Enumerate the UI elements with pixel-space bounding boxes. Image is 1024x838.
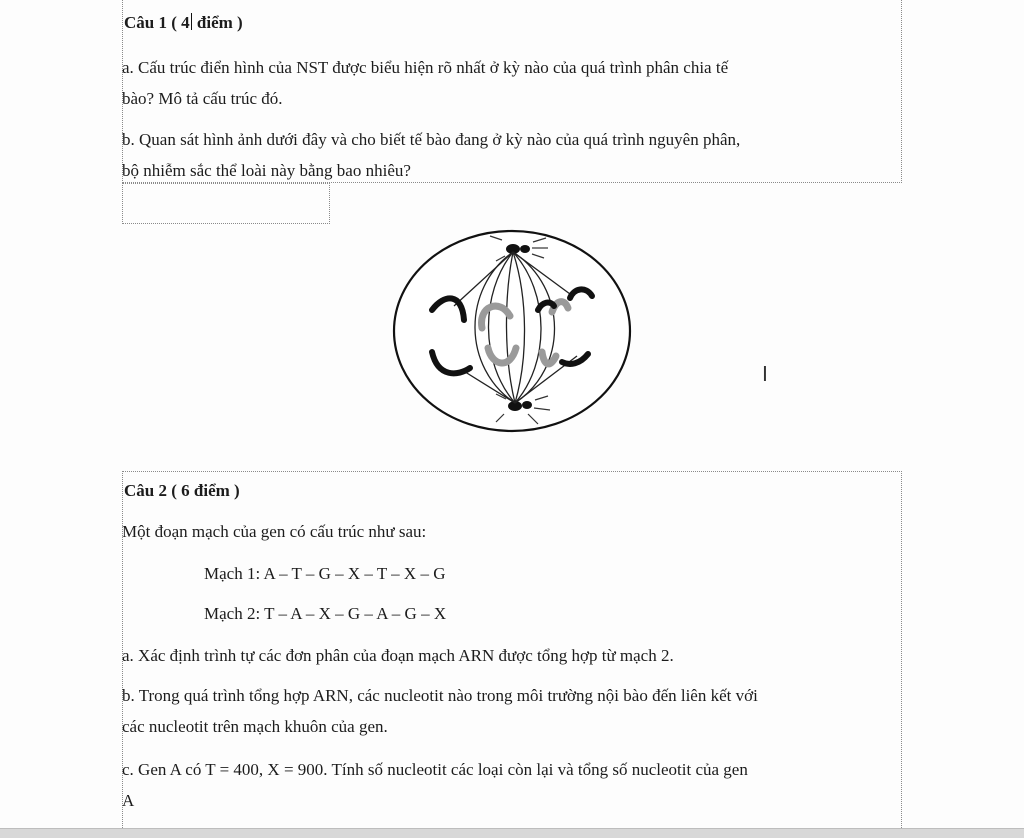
question-1-heading: Câu 1 ( 4 điểm ) <box>124 13 243 32</box>
question-1a-line-2: bào? Mô tả cấu trúc đó. <box>122 89 283 108</box>
empty-textbox[interactable] <box>122 183 330 224</box>
question-2c-line-2: A <box>122 791 135 810</box>
question-2b-line-1: b. Trong quá trình tổng hợp ARN, các nucleotit nào trong môi trường nội bào đến liên kết với <box>122 686 758 705</box>
strand-1: Mạch 1: A – T – G – X – T – X – G <box>204 564 446 583</box>
question-2-heading: Câu 2 ( 6 điểm ) <box>124 481 240 500</box>
text-cursor-icon: I <box>762 362 768 386</box>
question-2-intro: Một đoạn mạch của gen có cấu trúc như sau: <box>122 522 427 541</box>
cell-diagram[interactable] <box>392 228 634 439</box>
question-1b-line-2: bộ nhiễm sắc thể loài này bằng bao nhiêu? <box>122 161 411 180</box>
question-1a-line-1: a. Cấu trúc điển hình của NST được biểu hiện rõ nhất ở kỳ nào của quá trình phân chia tế <box>122 58 729 77</box>
question-1b-line-1: b. Quan sát hình ảnh dưới đây và cho biết tế bào đang ở kỳ nào của quá trình nguyên phân, <box>122 130 741 149</box>
strand-2: Mạch 2: T – A – X – G – A – G – X <box>204 604 447 623</box>
cell-mitosis-anaphase-diagram-icon <box>392 228 634 434</box>
text-caret <box>191 13 192 30</box>
question-2a: a. Xác định trình tự các đơn phân của đoạn mạch ARN được tổng hợp từ mạch 2. <box>122 646 674 665</box>
question-2c-line-1: c. Gen A có T = 400, X = 900. Tính số nucleotit các loại còn lại và tổng số nucleotit của gen <box>122 760 748 779</box>
question-2b-line-2: các nucleotit trên mạch khuôn của gen. <box>122 717 388 736</box>
